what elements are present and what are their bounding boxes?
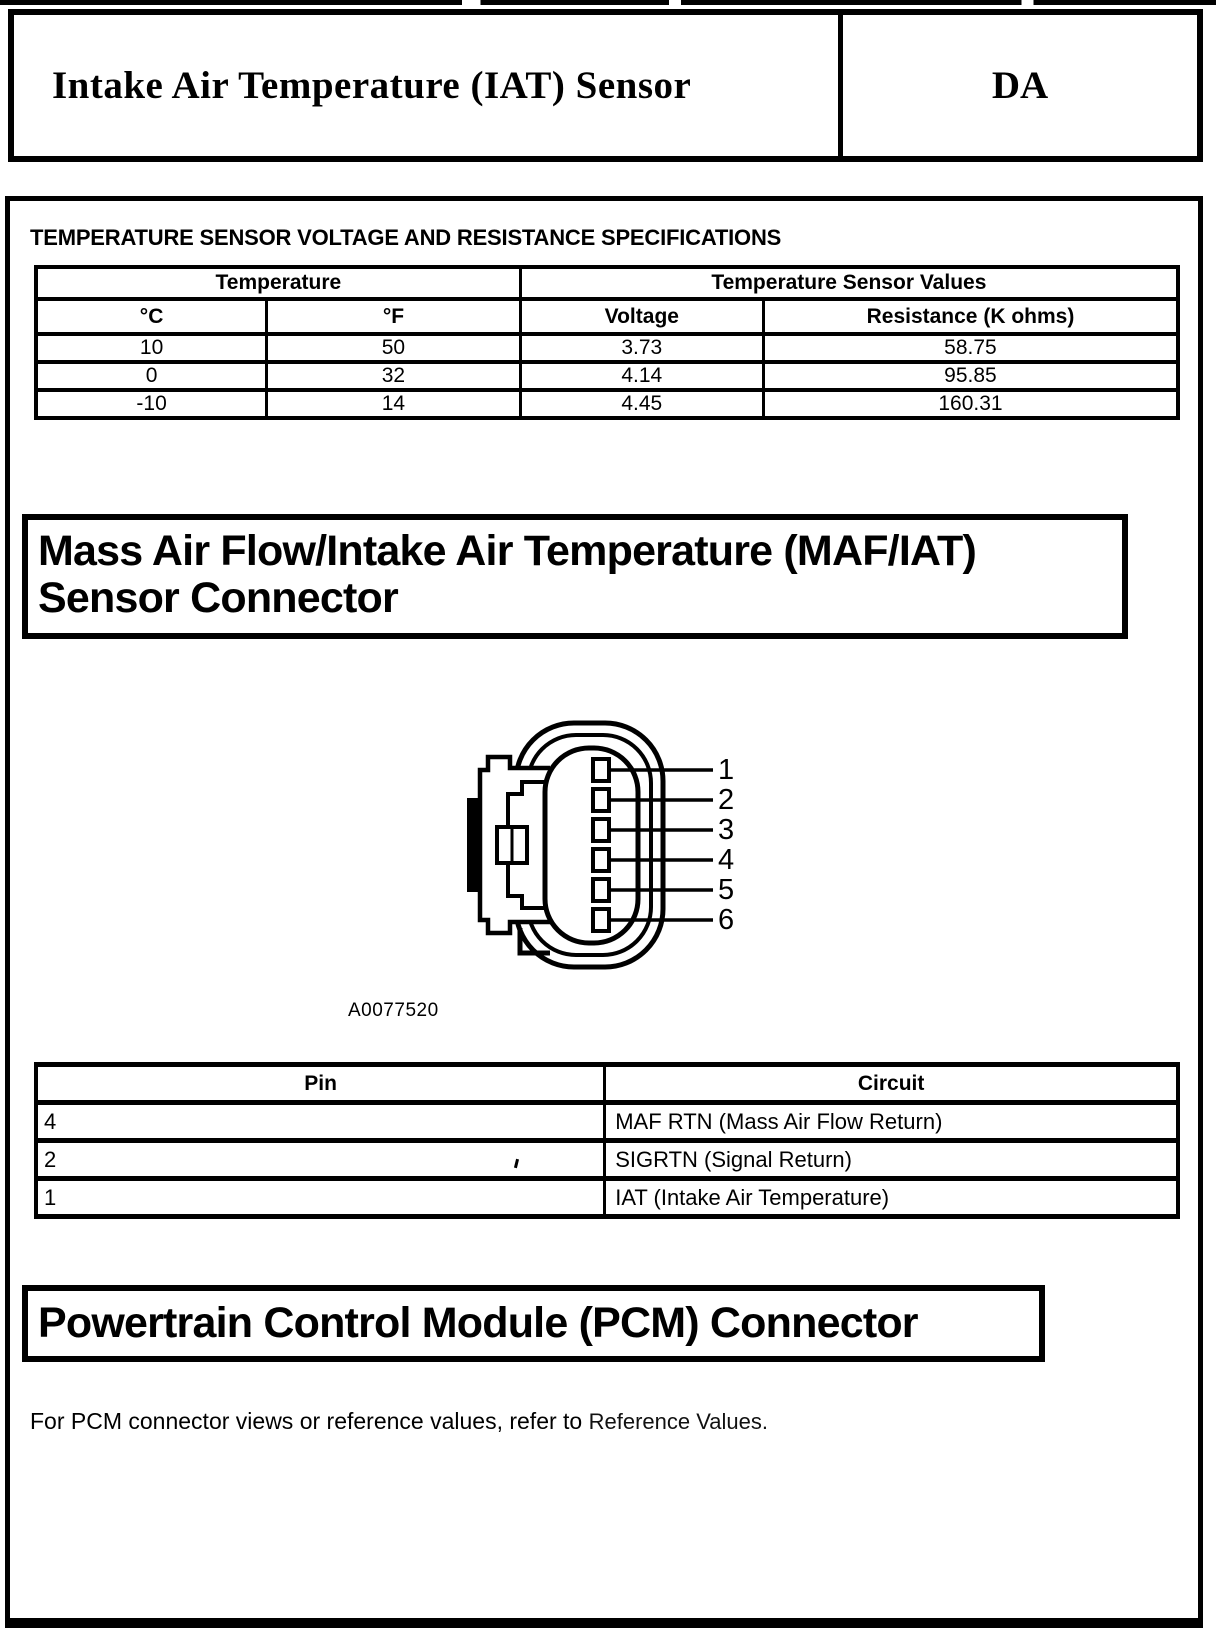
pin-table-header-pin: Pin (36, 1065, 605, 1103)
pin-table-row (36, 1141, 1178, 1179)
spec-table-heading: TEMPERATURE SENSOR VOLTAGE AND RESISTANCE SPECIFICATIONS (30, 225, 782, 250)
title-cell (14, 15, 843, 156)
figure-id: A0077520 (348, 1000, 439, 1021)
spec-cell: 160.31 (763, 390, 1178, 418)
pin-table-header-circuit: Circuit (605, 1065, 1178, 1103)
spec-group-header-row (36, 267, 1178, 299)
pin-callout-1: 1 (718, 754, 735, 786)
pcm-section-heading (22, 1285, 1045, 1362)
pcm-reference-text (30, 1408, 768, 1435)
pcm-reference-prefix: For PCM connector views or reference values, refer to (30, 1408, 589, 1434)
pin-table-row (36, 1179, 1178, 1217)
spec-cell: -10 (36, 390, 267, 418)
pin-callout-4: 4 (718, 844, 735, 876)
spec-column-header-row (36, 299, 1178, 334)
pin-callout-6: 6 (718, 904, 735, 936)
maf-connector-diagram (450, 690, 750, 990)
circuit-name: SIGRTN (Signal Return) (605, 1141, 1178, 1179)
spec-col-header-c: °C (36, 299, 267, 334)
spec-cell: 50 (267, 334, 521, 362)
spec-col-header-f: °F (267, 299, 521, 334)
circuit-name: MAF RTN (Mass Air Flow Return) (605, 1103, 1178, 1141)
scan-artifact-top-edge (0, 0, 1216, 5)
spec-row (36, 334, 1178, 362)
pcm-heading-text: Powertrain Control Module (PCM) Connector (38, 1299, 918, 1347)
maf-heading-line1: Mass Air Flow/Intake Air Temperature (MAF/IAT) (38, 527, 977, 575)
spec-group-header-sensor-values: Temperature Sensor Values (520, 267, 1178, 299)
pin-number: 4 (36, 1103, 605, 1141)
reference-values-link[interactable]: Reference Values. (588, 1409, 768, 1434)
spec-row (36, 390, 1178, 418)
latch-tab (467, 798, 480, 892)
pin-table-row (36, 1103, 1178, 1141)
spec-cell: 10 (36, 334, 267, 362)
spec-col-header-resistance: Resistance (K ohms) (763, 299, 1178, 334)
maf-heading-line2: Sensor Connector (38, 574, 398, 622)
spec-cell: 14 (267, 390, 521, 418)
pin-callout-2: 2 (718, 784, 735, 816)
spec-row (36, 362, 1178, 390)
spec-cell: 0 (36, 362, 267, 390)
spec-col-header-voltage: Voltage (520, 299, 763, 334)
pin-circuit-table (34, 1062, 1180, 1219)
title-bar (8, 9, 1203, 162)
spec-cell: 3.73 (520, 334, 763, 362)
spec-group-header-temperature: Temperature (36, 267, 520, 299)
content-frame (5, 196, 1203, 1628)
spec-table (34, 265, 1180, 420)
spec-cell: 58.75 (763, 334, 1178, 362)
section-code: DA (991, 64, 1049, 107)
pin-number: 2 (36, 1141, 605, 1179)
spec-cell: 4.45 (520, 390, 763, 418)
pin-callout-3: 3 (718, 814, 735, 846)
spec-cell: 32 (267, 362, 521, 390)
maf-section-heading (22, 514, 1128, 639)
pin-number: 1 (36, 1179, 605, 1217)
spec-cell: 4.14 (520, 362, 763, 390)
pin-callout-5: 5 (718, 874, 735, 906)
pin-table-header-row (36, 1065, 1178, 1103)
spec-cell: 95.85 (763, 362, 1178, 390)
page-title: Intake Air Temperature (IAT) Sensor (52, 64, 692, 107)
circuit-name: IAT (Intake Air Temperature) (605, 1179, 1178, 1217)
